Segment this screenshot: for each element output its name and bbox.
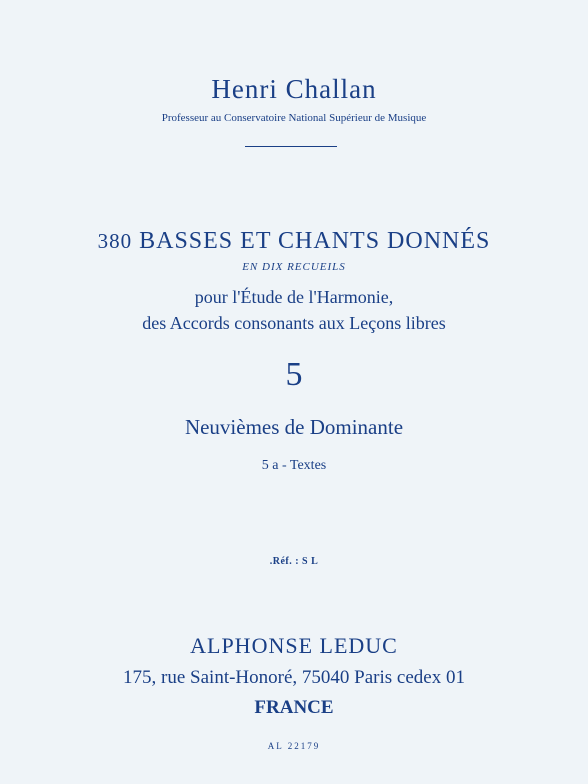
publisher-name: ALPHONSE LEDUC <box>190 633 398 658</box>
volume-number: 5 <box>285 356 303 393</box>
catalog-code: AL 22179 <box>267 741 321 751</box>
description-line-1: pour l'Étude de l'Harmonie, <box>194 287 394 307</box>
reference-code: .Réf. : S L <box>269 556 319 567</box>
author-affiliation: Professeur au Conservatoire National Supérieur de Musique <box>161 112 427 124</box>
description-line-2: des Accords consonants aux Leçons libres <box>142 313 446 333</box>
publisher-address: 175, rue Saint-Honoré, 75040 Paris cedex 01 <box>123 667 465 688</box>
title-number: 380 <box>97 229 133 253</box>
publisher-country: FRANCE <box>254 697 334 718</box>
divider <box>245 146 337 147</box>
title-text: BASSES ET CHANTS DONNÉS <box>139 228 491 254</box>
author-name: Henri Challan <box>211 74 377 104</box>
volume-subtitle: 5 a - Textes <box>261 458 327 473</box>
book-title <box>0 228 588 255</box>
recueils-note: EN DIX RECUEILS <box>242 261 346 273</box>
volume-title: Neuvièmes de Dominante <box>184 415 404 439</box>
